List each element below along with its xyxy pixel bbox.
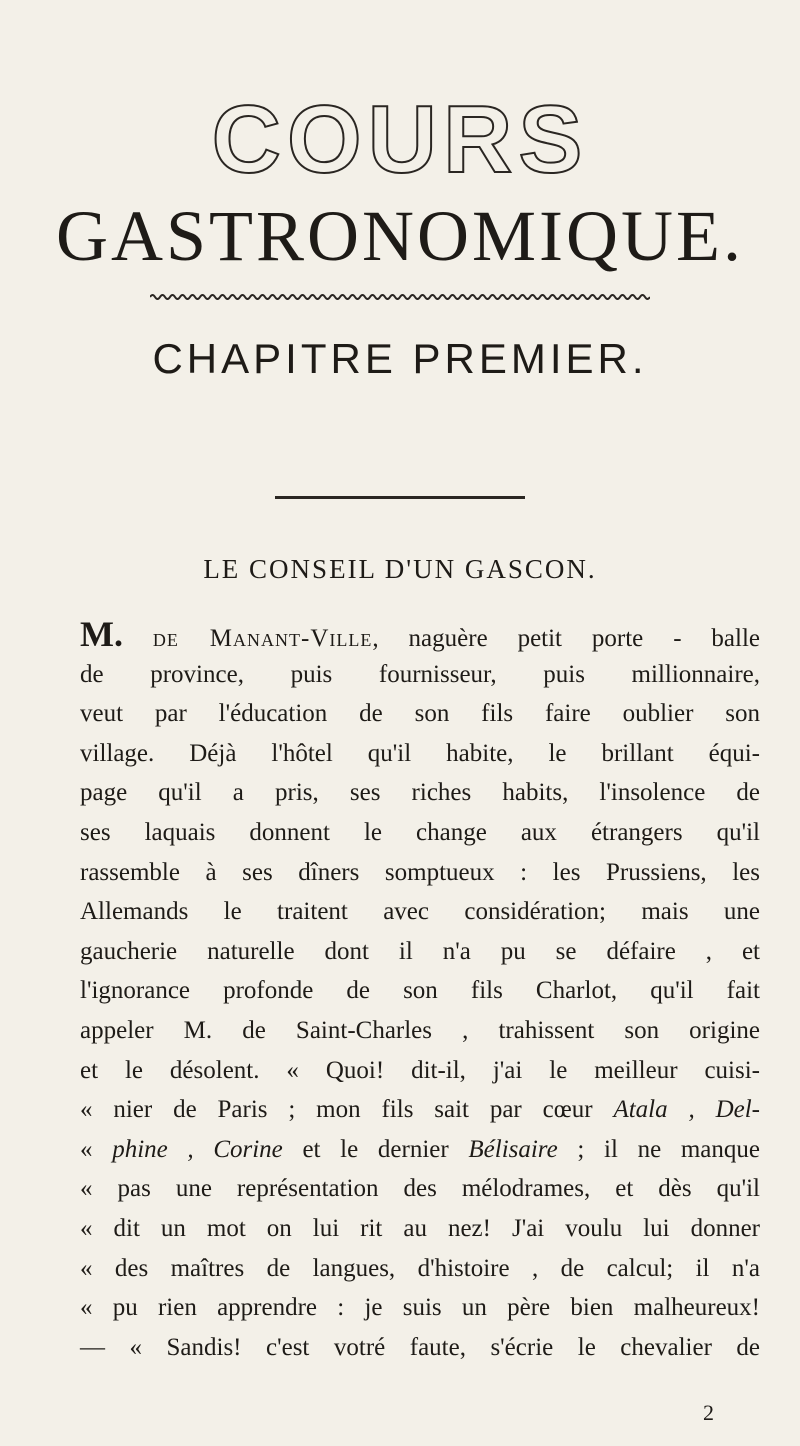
text-line: l'ignorance profonde de son fils Charlot, qu'il fait: [80, 977, 760, 1005]
text-line: « pas une représentation des mélodrames, et dès qu'il: [80, 1175, 760, 1203]
text-line: « pu rien apprendre : je suis un père bien malheureux!: [80, 1294, 760, 1322]
section-heading: LE CONSEIL D'UN GASCON.: [203, 554, 597, 584]
text-line: appeler M. de Saint-Charles , trahissent son origine: [80, 1016, 760, 1044]
text-line: rassemble à ses dîners somptueux : les Prussiens, les: [80, 858, 760, 886]
text-line: Allemands le traitent avec considération; mais une: [80, 898, 760, 926]
text-line: de province, puis fournisseur, puis millionnaire,: [80, 660, 760, 688]
text-line: et le désolent. « Quoi! dit-il, j'ai le meilleur cuisi-: [80, 1056, 760, 1084]
signature-mark: 2: [703, 1400, 714, 1425]
body-text: [80, 615, 760, 1367]
text-line: gaucherie naturelle dont il n'a pu se défaire , et: [80, 937, 760, 965]
drop-cap: M.: [80, 614, 123, 654]
text-line: village. Déjà l'hôtel qu'il habite, le brillant équi-: [80, 739, 760, 767]
wavy-ornament-rule: [150, 292, 650, 302]
text-line: « dit un mot on lui rit au nez! J'ai voulu lui donner: [80, 1214, 760, 1242]
text-line: « des maîtres de langues, d'histoire , de calcul; il n'a: [80, 1254, 760, 1282]
text-line: — « Sandis! c'est votré faute, s'écrie le chevalier de: [80, 1333, 760, 1361]
text-line: page qu'il a pris, ses riches habits, l'insolence de: [80, 779, 760, 807]
text-line: « phine , Corine et le dernier Bélisaire ; il ne manque: [80, 1135, 761, 1163]
text-line: « nier de Paris ; mon fils sait par cœur Atala , Del-: [80, 1096, 760, 1124]
text-line: M. de Manant-Ville, naguère petit porte - balle: [80, 614, 761, 654]
text-line: ses laquais donnent le change aux étrangers qu'il: [80, 818, 760, 846]
text-line: veut par l'éducation de son fils faire oublier son: [80, 700, 760, 728]
divider-rule: [275, 496, 525, 499]
chapter-heading: CHAPITRE PREMIER.: [152, 335, 648, 382]
title-line-2: GASTRONOMIQUE.: [56, 196, 744, 276]
title-line-1: COURS: [211, 86, 589, 193]
